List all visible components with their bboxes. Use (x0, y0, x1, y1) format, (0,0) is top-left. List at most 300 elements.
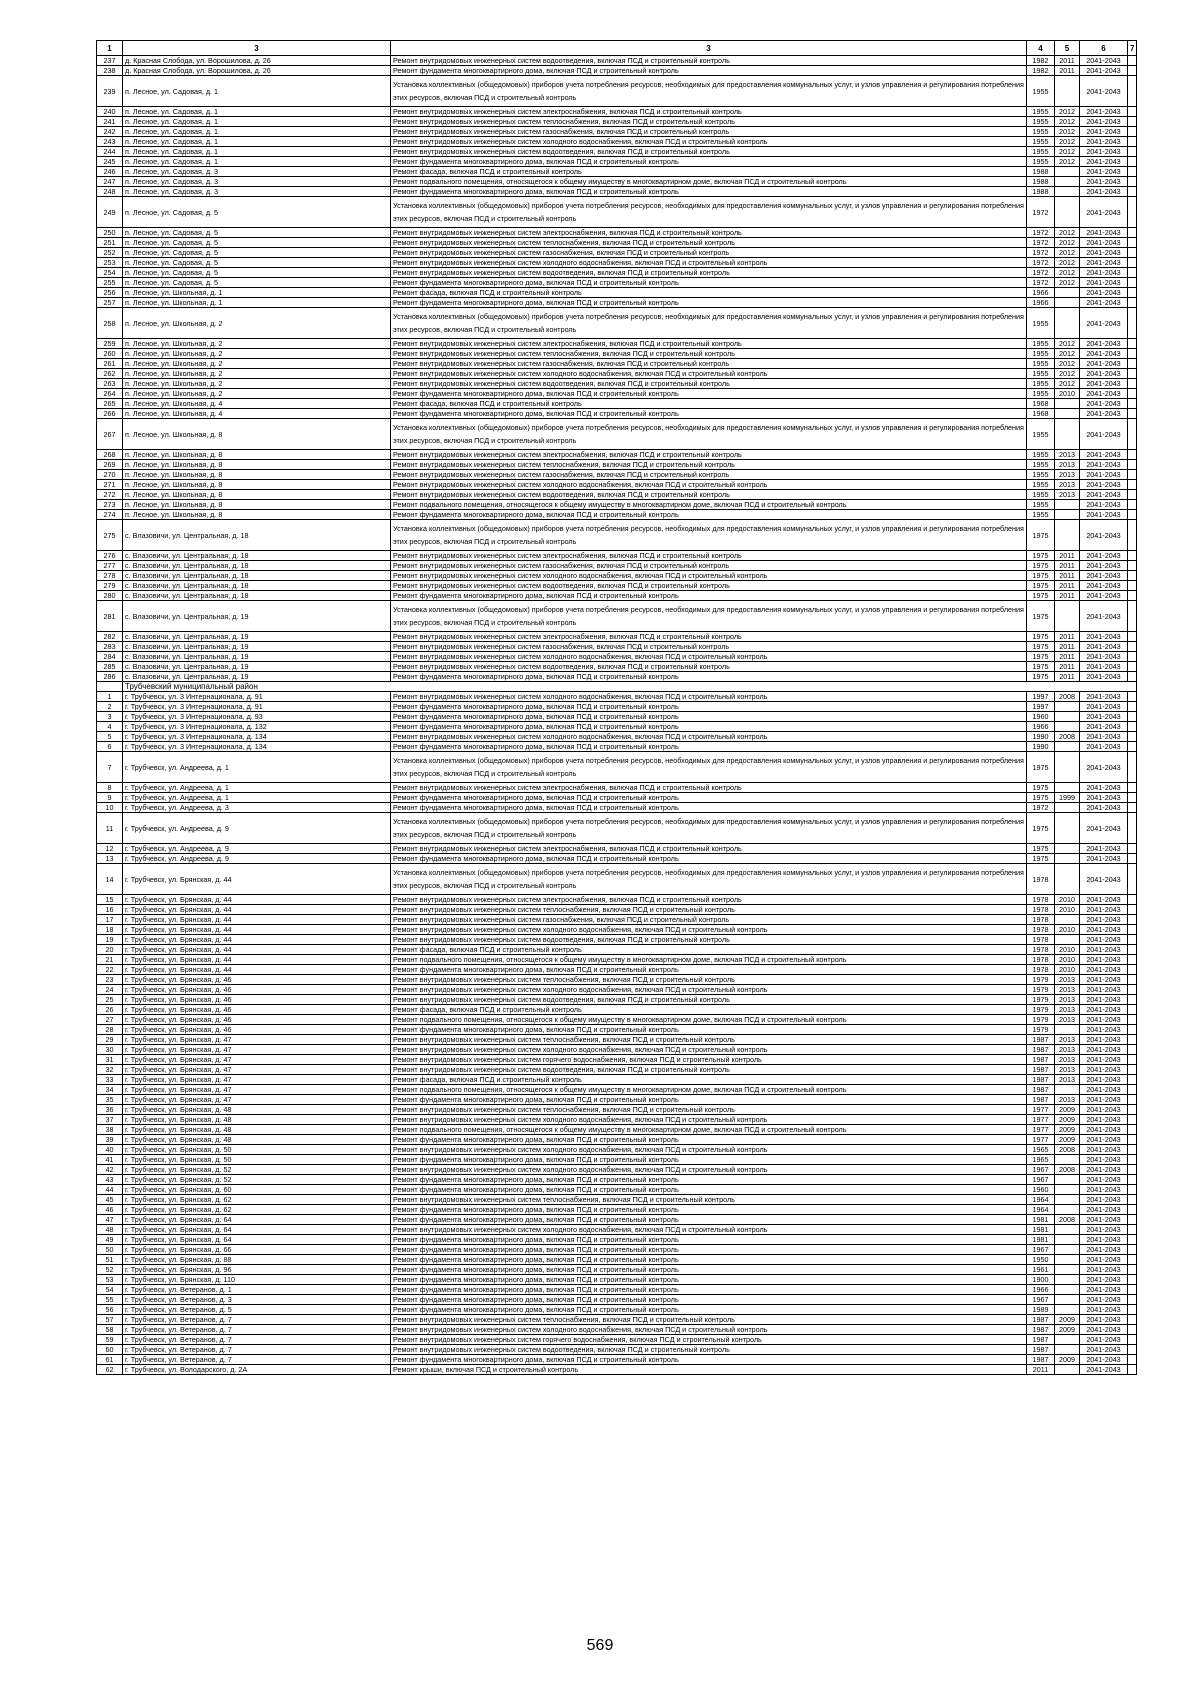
empty-col-7-cell (1128, 742, 1137, 752)
address-cell: г. Трубчевск, ул. Брянская, д. 44 (123, 905, 391, 915)
last-repair-year-cell: 2011 (1055, 571, 1080, 581)
row-number: 269 (97, 460, 123, 470)
year-built-cell: 1979 (1027, 1025, 1055, 1035)
empty-col-7-cell (1128, 1345, 1137, 1355)
planned-period-cell: 2041-2043 (1080, 1165, 1128, 1175)
address-cell: г. Трубчевск, ул. 3 Интернационала, д. 134 (123, 742, 391, 752)
year-built-cell: 2011 (1027, 1365, 1055, 1375)
row-number: 260 (97, 349, 123, 359)
planned-period-cell: 2041-2043 (1080, 490, 1128, 500)
address-cell: п. Лесное, ул. Садовая, д. 1 (123, 137, 391, 147)
row-number: 3 (97, 712, 123, 722)
last-repair-year-cell (1055, 510, 1080, 520)
work-type-cell: Ремонт внутридомовых инженерных систем теплоснабжения, включая ПСД и строительный контроль (391, 460, 1027, 470)
address-cell: г. Трубчевск, ул. Брянская, д. 46 (123, 995, 391, 1005)
empty-col-7-cell (1128, 248, 1137, 258)
address-cell: г. Трубчевск, ул. Андреева, д. 1 (123, 752, 391, 783)
last-repair-year-cell: 2010 (1055, 945, 1080, 955)
row-number: 16 (97, 905, 123, 915)
planned-period-cell: 2041-2043 (1080, 581, 1128, 591)
table-row (97, 955, 1137, 965)
table-row (97, 793, 1137, 803)
year-built-cell: 1989 (1027, 1305, 1055, 1315)
empty-col-7-cell (1128, 450, 1137, 460)
year-built-cell: 1955 (1027, 460, 1055, 470)
year-built-cell: 1960 (1027, 712, 1055, 722)
address-cell: г. Трубчевск, ул. Брянская, д. 52 (123, 1165, 391, 1175)
row-number: 254 (97, 268, 123, 278)
row-number: 20 (97, 945, 123, 955)
table-row (97, 722, 1137, 732)
row-number: 241 (97, 117, 123, 127)
empty-col-7-cell (1128, 1305, 1137, 1315)
planned-period-cell: 2041-2043 (1080, 500, 1128, 510)
last-repair-year-cell: 2011 (1055, 66, 1080, 76)
last-repair-year-cell: 2008 (1055, 732, 1080, 742)
address-cell: г. Трубчевск, ул. Володарского, д. 2А (123, 1365, 391, 1375)
row-number: 14 (97, 864, 123, 895)
last-repair-year-cell: 2013 (1055, 1065, 1080, 1075)
table-row (97, 652, 1137, 662)
empty-col-7-cell (1128, 662, 1137, 672)
work-type-cell: Ремонт фундамента многоквартирного дома, включая ПСД и строительный контроль (391, 1305, 1027, 1315)
table-row (97, 1105, 1137, 1115)
planned-period-cell: 2041-2043 (1080, 1325, 1128, 1335)
year-built-cell: 1978 (1027, 925, 1055, 935)
work-type-cell: Ремонт внутридомовых инженерных систем горячего водоснабжения, включая ПСД и строительный контроль (391, 1055, 1027, 1065)
planned-period-cell: 2041-2043 (1080, 56, 1128, 66)
table-row (97, 278, 1137, 288)
address-cell: г. Трубчевск, ул. Ветеранов, д. 7 (123, 1355, 391, 1365)
empty-col-7-cell (1128, 1365, 1137, 1375)
table-row (97, 500, 1137, 510)
row-number: 249 (97, 197, 123, 228)
planned-period-cell: 2041-2043 (1080, 864, 1128, 895)
table-row (97, 551, 1137, 561)
address-cell: г. Трубчевск, ул. Андреева, д. 9 (123, 854, 391, 864)
table-row (97, 925, 1137, 935)
work-type-cell: Установка коллективных (общедомовых) приборов учета потребления ресурсов, необходимых для предоставления коммунальных услуг, и узлов управления и регулирования потребления этих ресурсов, включая ПСД и строительный контроль (391, 752, 1027, 783)
empty-col-7-cell (1128, 975, 1137, 985)
table-row (97, 1265, 1137, 1275)
year-built-cell: 1900 (1027, 1275, 1055, 1285)
empty-col-7-cell (1128, 632, 1137, 642)
address-cell: г. Трубчевск, ул. Брянская, д. 47 (123, 1095, 391, 1105)
planned-period-cell: 2041-2043 (1080, 278, 1128, 288)
table-row (97, 1165, 1137, 1175)
address-cell: г. Трубчевск, ул. Брянская, д. 62 (123, 1205, 391, 1215)
row-number: 23 (97, 975, 123, 985)
empty-col-7-cell (1128, 228, 1137, 238)
last-repair-year-cell: 2013 (1055, 480, 1080, 490)
row-number: 25 (97, 995, 123, 1005)
year-built-cell: 1978 (1027, 915, 1055, 925)
last-repair-year-cell: 2012 (1055, 278, 1080, 288)
planned-period-cell: 2041-2043 (1080, 1355, 1128, 1365)
empty-col-7-cell (1128, 854, 1137, 864)
planned-period-cell: 2041-2043 (1080, 692, 1128, 702)
empty-col-7-cell (1128, 1105, 1137, 1115)
year-built-cell: 1972 (1027, 228, 1055, 238)
year-built-cell: 1978 (1027, 905, 1055, 915)
row-number: 237 (97, 56, 123, 66)
address-cell: г. Трубчевск, ул. Ветеранов, д. 5 (123, 1305, 391, 1315)
work-type-cell: Ремонт фундамента многоквартирного дома, включая ПСД и строительный контроль (391, 1275, 1027, 1285)
year-built-cell: 1975 (1027, 561, 1055, 571)
year-built-cell: 1955 (1027, 369, 1055, 379)
empty-col-7-cell (1128, 187, 1137, 197)
table-row (97, 187, 1137, 197)
table-row (97, 1225, 1137, 1235)
work-type-cell: Ремонт внутридомовых инженерных систем электроснабжения, включая ПСД и строительный контроль (391, 895, 1027, 905)
work-type-cell: Ремонт внутридомовых инженерных систем электроснабжения, включая ПСД и строительный контроль (391, 228, 1027, 238)
empty-col-7-cell (1128, 1315, 1137, 1325)
empty-col-7-cell (1128, 844, 1137, 854)
work-type-cell: Ремонт подвального помещения, относящегося к общему имуществу в многоквартирном доме, включая ПСД и строительный контроль (391, 1125, 1027, 1135)
row-number: 6 (97, 742, 123, 752)
empty-col-7-cell (1128, 1115, 1137, 1125)
year-built-cell: 1978 (1027, 895, 1055, 905)
work-type-cell: Ремонт внутридомовых инженерных систем холодного водоснабжения, включая ПСД и строительный контроль (391, 925, 1027, 935)
year-built-cell: 1987 (1027, 1095, 1055, 1105)
empty-col-7-cell (1128, 561, 1137, 571)
row-number: 240 (97, 107, 123, 117)
year-built-cell: 1982 (1027, 56, 1055, 66)
table-row (97, 692, 1137, 702)
planned-period-cell: 2041-2043 (1080, 268, 1128, 278)
table-row (97, 672, 1137, 682)
row-number: 15 (97, 895, 123, 905)
row-number: 1 (97, 692, 123, 702)
document-sheet (96, 40, 1136, 1375)
year-built-cell: 1987 (1027, 1055, 1055, 1065)
year-built-cell: 1960 (1027, 1185, 1055, 1195)
planned-period-cell: 2041-2043 (1080, 177, 1128, 187)
table-row (97, 1185, 1137, 1195)
address-cell: г. Трубчевск, ул. Андреева, д. 1 (123, 783, 391, 793)
address-cell: г. Трубчевск, ул. Ветеранов, д. 7 (123, 1325, 391, 1335)
year-built-cell: 1987 (1027, 1075, 1055, 1085)
address-cell: п. Лесное, ул. Школьная, д. 8 (123, 510, 391, 520)
work-type-cell: Установка коллективных (общедомовых) приборов учета потребления ресурсов, необходимых для предоставления коммунальных услуг, и узлов управления и регулирования потребления этих ресурсов, включая ПСД и строительный контроль (391, 76, 1027, 107)
row-number: 24 (97, 985, 123, 995)
year-built-cell: 1955 (1027, 127, 1055, 137)
planned-period-cell: 2041-2043 (1080, 1195, 1128, 1205)
row-number: 36 (97, 1105, 123, 1115)
table-row (97, 56, 1137, 66)
planned-period-cell: 2041-2043 (1080, 935, 1128, 945)
row-number: 239 (97, 76, 123, 107)
work-type-cell: Ремонт внутридомовых инженерных систем электроснабжения, включая ПСД и строительный контроль (391, 450, 1027, 460)
last-repair-year-cell (1055, 813, 1080, 844)
empty-col-7-cell (1128, 642, 1137, 652)
year-built-cell: 1990 (1027, 732, 1055, 742)
planned-period-cell: 2041-2043 (1080, 167, 1128, 177)
last-repair-year-cell: 2013 (1055, 490, 1080, 500)
address-cell: п. Лесное, ул. Садовая, д. 5 (123, 248, 391, 258)
last-repair-year-cell (1055, 712, 1080, 722)
row-number: 49 (97, 1235, 123, 1245)
planned-period-cell: 2041-2043 (1080, 813, 1128, 844)
empty-col-7-cell (1128, 460, 1137, 470)
row-number: 28 (97, 1025, 123, 1035)
row-number: 278 (97, 571, 123, 581)
last-repair-year-cell (1055, 1245, 1080, 1255)
last-repair-year-cell: 2012 (1055, 248, 1080, 258)
row-number: 48 (97, 1225, 123, 1235)
planned-period-cell: 2041-2043 (1080, 137, 1128, 147)
year-built-cell: 1955 (1027, 510, 1055, 520)
year-built-cell: 1975 (1027, 591, 1055, 601)
table-row (97, 470, 1137, 480)
table-row (97, 248, 1137, 258)
row-number: 62 (97, 1365, 123, 1375)
planned-period-cell: 2041-2043 (1080, 1055, 1128, 1065)
year-built-cell: 1955 (1027, 359, 1055, 369)
empty-col-7-cell (1128, 490, 1137, 500)
table-row (97, 1005, 1137, 1015)
planned-period-cell: 2041-2043 (1080, 228, 1128, 238)
table-row (97, 389, 1137, 399)
address-cell: г. Трубчевск, ул. Брянская, д. 46 (123, 975, 391, 985)
planned-period-cell: 2041-2043 (1080, 298, 1128, 308)
section-number-cell (97, 682, 123, 692)
work-type-cell: Ремонт внутридомовых инженерных систем водоотведения, включая ПСД и строительный контроль (391, 1065, 1027, 1075)
row-number: 10 (97, 803, 123, 813)
last-repair-year-cell (1055, 167, 1080, 177)
table-row (97, 571, 1137, 581)
planned-period-cell: 2041-2043 (1080, 1045, 1128, 1055)
work-type-cell: Ремонт фундамента многоквартирного дома, включая ПСД и строительный контроль (391, 187, 1027, 197)
year-built-cell: 1988 (1027, 177, 1055, 187)
work-type-cell: Ремонт внутридомовых инженерных систем водоотведения, включая ПСД и строительный контроль (391, 581, 1027, 591)
work-type-cell: Ремонт фундамента многоквартирного дома, включая ПСД и строительный контроль (391, 1215, 1027, 1225)
work-type-cell: Ремонт внутридомовых инженерных систем холодного водоснабжения, включая ПСД и строительный контроль (391, 258, 1027, 268)
planned-period-cell: 2041-2043 (1080, 76, 1128, 107)
planned-period-cell: 2041-2043 (1080, 844, 1128, 854)
year-built-cell: 1955 (1027, 470, 1055, 480)
planned-period-cell: 2041-2043 (1080, 117, 1128, 127)
row-number: 4 (97, 722, 123, 732)
table-row (97, 1275, 1137, 1285)
address-cell: с. Влазовичи, ул. Центральная, д. 18 (123, 581, 391, 591)
address-cell: г. Трубчевск, ул. Брянская, д. 62 (123, 1195, 391, 1205)
table-row (97, 813, 1137, 844)
last-repair-year-cell (1055, 742, 1080, 752)
table-row (97, 137, 1137, 147)
table-body (97, 56, 1137, 1375)
table-row (97, 258, 1137, 268)
table-row (97, 490, 1137, 500)
planned-period-cell: 2041-2043 (1080, 147, 1128, 157)
row-number: 45 (97, 1195, 123, 1205)
address-cell: г. Трубчевск, ул. Брянская, д. 47 (123, 1075, 391, 1085)
last-repair-year-cell: 1999 (1055, 793, 1080, 803)
empty-col-7-cell (1128, 1275, 1137, 1285)
planned-period-cell: 2041-2043 (1080, 510, 1128, 520)
last-repair-year-cell (1055, 399, 1080, 409)
address-cell: г. Трубчевск, ул. Брянская, д. 46 (123, 1005, 391, 1015)
year-built-cell: 1979 (1027, 1015, 1055, 1025)
empty-col-7-cell (1128, 1125, 1137, 1135)
work-type-cell: Ремонт внутридомовых инженерных систем холодного водоснабжения, включая ПСД и строительный контроль (391, 571, 1027, 581)
last-repair-year-cell: 2012 (1055, 238, 1080, 248)
last-repair-year-cell: 2013 (1055, 995, 1080, 1005)
address-cell: с. Влазовичи, ул. Центральная, д. 18 (123, 571, 391, 581)
planned-period-cell: 2041-2043 (1080, 1035, 1128, 1045)
empty-col-7-cell (1128, 76, 1137, 107)
last-repair-year-cell: 2011 (1055, 561, 1080, 571)
last-repair-year-cell: 2012 (1055, 228, 1080, 238)
empty-col-7-cell (1128, 238, 1137, 248)
year-built-cell: 1977 (1027, 1115, 1055, 1125)
row-number: 52 (97, 1265, 123, 1275)
work-type-cell: Ремонт внутридомовых инженерных систем водоотведения, включая ПСД и строительный контроль (391, 662, 1027, 672)
work-type-cell: Ремонт фасада, включая ПСД и строительный контроль (391, 167, 1027, 177)
planned-period-cell: 2041-2043 (1080, 1205, 1128, 1215)
table-row (97, 1155, 1137, 1165)
planned-period-cell: 2041-2043 (1080, 409, 1128, 419)
row-number: 244 (97, 147, 123, 157)
planned-period-cell: 2041-2043 (1080, 1125, 1128, 1135)
address-cell: п. Лесное, ул. Садовая, д. 1 (123, 117, 391, 127)
work-type-cell: Ремонт фасада, включая ПСД и строительный контроль (391, 1075, 1027, 1085)
work-type-cell: Ремонт внутридомовых инженерных систем электроснабжения, включая ПСД и строительный контроль (391, 783, 1027, 793)
last-repair-year-cell: 2013 (1055, 1005, 1080, 1015)
work-type-cell: Установка коллективных (общедомовых) приборов учета потребления ресурсов, необходимых для предоставления коммунальных услуг, и узлов управления и регулирования потребления этих ресурсов, включая ПСД и строительный контроль (391, 520, 1027, 551)
row-number: 262 (97, 369, 123, 379)
year-built-cell: 1975 (1027, 632, 1055, 642)
empty-col-7-cell (1128, 702, 1137, 712)
year-built-cell: 1966 (1027, 298, 1055, 308)
year-built-cell: 1979 (1027, 995, 1055, 1005)
work-type-cell: Ремонт фундамента многоквартирного дома, включая ПСД и строительный контроль (391, 1095, 1027, 1105)
address-cell: г. Трубчевск, ул. Брянская, д. 50 (123, 1155, 391, 1165)
last-repair-year-cell (1055, 1155, 1080, 1165)
work-type-cell: Ремонт фундамента многоквартирного дома, включая ПСД и строительный контроль (391, 1295, 1027, 1305)
year-built-cell: 1988 (1027, 167, 1055, 177)
row-number: 54 (97, 1285, 123, 1295)
empty-col-7-cell (1128, 66, 1137, 76)
planned-period-cell: 2041-2043 (1080, 995, 1128, 1005)
table-row (97, 905, 1137, 915)
work-type-cell: Ремонт внутридомовых инженерных систем холодного водоснабжения, включая ПСД и строительный контроль (391, 1325, 1027, 1335)
row-number: 280 (97, 591, 123, 601)
year-built-cell: 1965 (1027, 1145, 1055, 1155)
address-cell: с. Влазовичи, ул. Центральная, д. 19 (123, 672, 391, 682)
table-row (97, 1285, 1137, 1295)
address-cell: п. Лесное, ул. Садовая, д. 1 (123, 107, 391, 117)
empty-col-7-cell (1128, 692, 1137, 702)
last-repair-year-cell (1055, 915, 1080, 925)
planned-period-cell: 2041-2043 (1080, 1335, 1128, 1345)
empty-col-7-cell (1128, 147, 1137, 157)
section-row (97, 682, 1137, 692)
table-row (97, 1255, 1137, 1265)
work-type-cell: Ремонт внутридомовых инженерных систем теплоснабжения, включая ПСД и строительный контроль (391, 238, 1027, 248)
row-number: 279 (97, 581, 123, 591)
year-built-cell: 1990 (1027, 742, 1055, 752)
empty-col-7-cell (1128, 1205, 1137, 1215)
empty-col-7-cell (1128, 1165, 1137, 1175)
address-cell: п. Лесное, ул. Садовая, д. 5 (123, 268, 391, 278)
year-built-cell: 1975 (1027, 752, 1055, 783)
address-cell: г. Трубчевск, ул. Брянская, д. 44 (123, 945, 391, 955)
address-cell: г. Трубчевск, ул. Ветеранов, д. 3 (123, 1295, 391, 1305)
work-type-cell: Ремонт крыши, включая ПСД и строительный контроль (391, 1365, 1027, 1375)
planned-period-cell: 2041-2043 (1080, 1225, 1128, 1235)
work-type-cell: Ремонт внутридомовых инженерных систем теплоснабжения, включая ПСД и строительный контроль (391, 1105, 1027, 1115)
year-built-cell: 1978 (1027, 935, 1055, 945)
empty-col-7-cell (1128, 1185, 1137, 1195)
empty-col-7-cell (1128, 117, 1137, 127)
last-repair-year-cell: 2008 (1055, 1215, 1080, 1225)
planned-period-cell: 2041-2043 (1080, 1105, 1128, 1115)
year-built-cell: 1975 (1027, 652, 1055, 662)
empty-col-7-cell (1128, 107, 1137, 117)
planned-period-cell: 2041-2043 (1080, 571, 1128, 581)
address-cell: п. Лесное, ул. Садовая, д. 1 (123, 127, 391, 137)
last-repair-year-cell: 2013 (1055, 1075, 1080, 1085)
planned-period-cell: 2041-2043 (1080, 1245, 1128, 1255)
empty-col-7-cell (1128, 652, 1137, 662)
work-type-cell: Ремонт внутридомовых инженерных систем водоотведения, включая ПСД и строительный контроль (391, 268, 1027, 278)
empty-col-7-cell (1128, 157, 1137, 167)
work-type-cell: Ремонт фундамента многоквартирного дома, включая ПСД и строительный контроль (391, 591, 1027, 601)
table-row (97, 1205, 1137, 1215)
row-number: 273 (97, 500, 123, 510)
address-cell: г. Трубчевск, ул. Брянская, д. 52 (123, 1175, 391, 1185)
row-number: 33 (97, 1075, 123, 1085)
table-row (97, 157, 1137, 167)
last-repair-year-cell (1055, 1235, 1080, 1245)
planned-period-cell: 2041-2043 (1080, 1265, 1128, 1275)
address-cell: г. Трубчевск, ул. 3 Интернационала, д. 91 (123, 692, 391, 702)
row-number: 5 (97, 732, 123, 742)
row-number: 252 (97, 248, 123, 258)
planned-period-cell: 2041-2043 (1080, 288, 1128, 298)
empty-col-7-cell (1128, 925, 1137, 935)
planned-period-cell: 2041-2043 (1080, 470, 1128, 480)
work-type-cell: Ремонт фундамента многоквартирного дома, включая ПСД и строительный контроль (391, 157, 1027, 167)
planned-period-cell: 2041-2043 (1080, 895, 1128, 905)
table-row (97, 1085, 1137, 1095)
empty-col-7-cell (1128, 389, 1137, 399)
last-repair-year-cell (1055, 1185, 1080, 1195)
empty-col-7-cell (1128, 308, 1137, 339)
year-built-cell: 1981 (1027, 1235, 1055, 1245)
planned-period-cell: 2041-2043 (1080, 107, 1128, 117)
row-number: 263 (97, 379, 123, 389)
row-number: 29 (97, 1035, 123, 1045)
work-type-cell: Ремонт внутридомовых инженерных систем теплоснабжения, включая ПСД и строительный контроль (391, 1195, 1027, 1205)
row-number: 55 (97, 1295, 123, 1305)
address-cell: п. Лесное, ул. Школьная, д. 8 (123, 460, 391, 470)
row-number: 259 (97, 339, 123, 349)
row-number: 283 (97, 642, 123, 652)
empty-col-7-cell (1128, 510, 1137, 520)
planned-period-cell: 2041-2043 (1080, 389, 1128, 399)
header-col-7: 7 (1128, 41, 1137, 56)
table-row (97, 228, 1137, 238)
year-built-cell: 1978 (1027, 945, 1055, 955)
empty-col-7-cell (1128, 722, 1137, 732)
last-repair-year-cell (1055, 1365, 1080, 1375)
year-built-cell: 1979 (1027, 985, 1055, 995)
last-repair-year-cell (1055, 1085, 1080, 1095)
planned-period-cell: 2041-2043 (1080, 1075, 1128, 1085)
row-number: 58 (97, 1325, 123, 1335)
